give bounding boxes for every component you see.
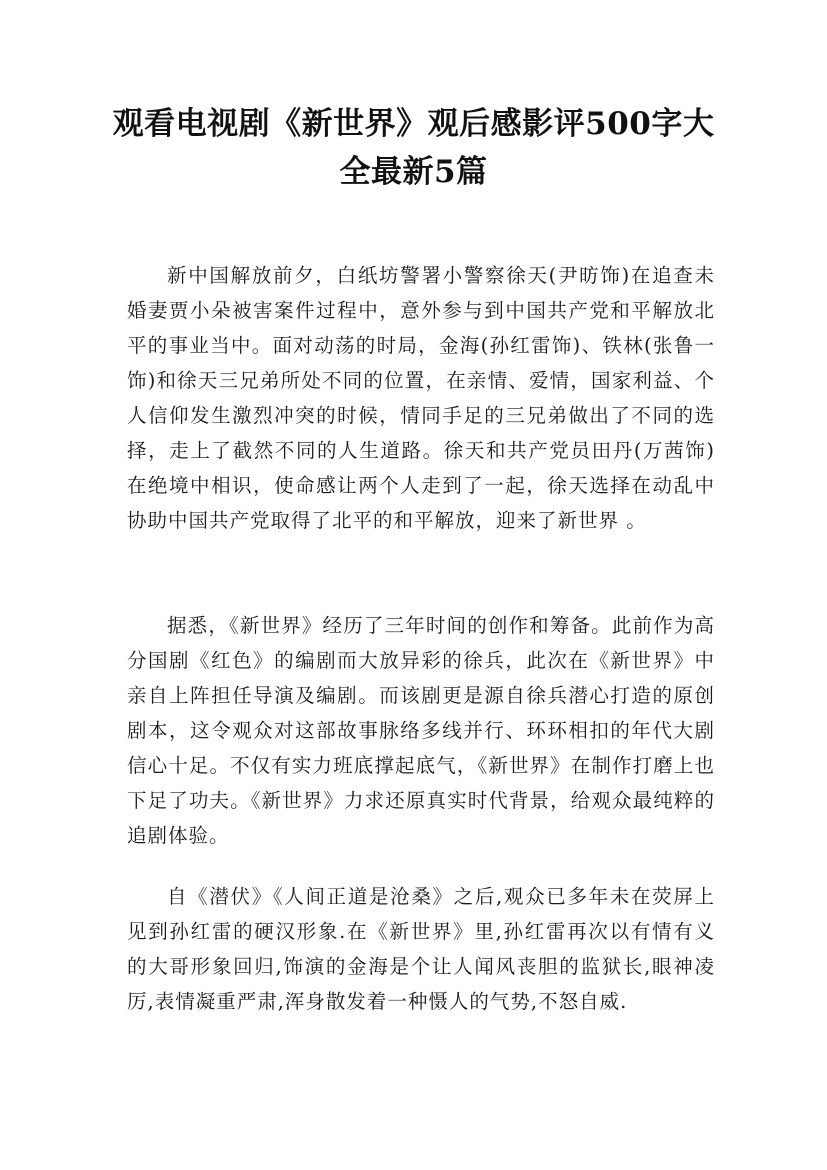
paragraph-1: 新中国解放前夕，白纸坊警署小警察徐天(尹昉饰)在追查未婚妻贾小朵被害案件过程中，意外参与到中国共产党和平解放北平的事业当中。面对动荡的时局，金海(孙红雷饰)、铁林(张鲁一饰)和徐天三兄弟所处不同的位置，在亲情、爱情，国家利益、个人信仰发生激烈冲突的时候，情同手足的三兄弟做出了不同的选择，走上了截然不同的人生道路。徐天和共产党员田丹(万茜饰)在绝境中相识，使命感让两个人走到了一起，徐天选择在动乱中协助中国共产党取得了北平的和平解放，迎来了新世界 。 <box>127 263 715 532</box>
paragraph-3: 自《潜伏》《人间正道是沧桑》之后,观众已多年未在荧屏上见到孙红雷的硬汉形象.在《新世界》里,孙红雷再次以有情有义的大哥形象回归,饰演的金海是个让人闻风丧胆的监狱长,眼神凌厉,表情凝重严肃,浑身散发着一种慑人的气势,不怒自威. <box>127 884 715 1013</box>
document-title: 观看电视剧《新世界》观后感影评500字大全最新5篇 <box>112 106 715 190</box>
paragraph-2: 据悉，《新世界》经历了三年时间的创作和筹备。此前作为高分国剧《红色》的编剧而大放异彩的徐兵，此次在《新世界》中亲自上阵担任导演及编剧。而该剧更是源自徐兵潜心打造的原创剧本，这令观众对这部故事脉络多线并行、环环相扣的年代大剧信心十足。不仅有实力班底撑起底气，《新世界》在制作打磨上也下足了功夫。《新世界》力求还原真实时代背景，给观众最纯粹的追剧体验。 <box>127 613 715 847</box>
